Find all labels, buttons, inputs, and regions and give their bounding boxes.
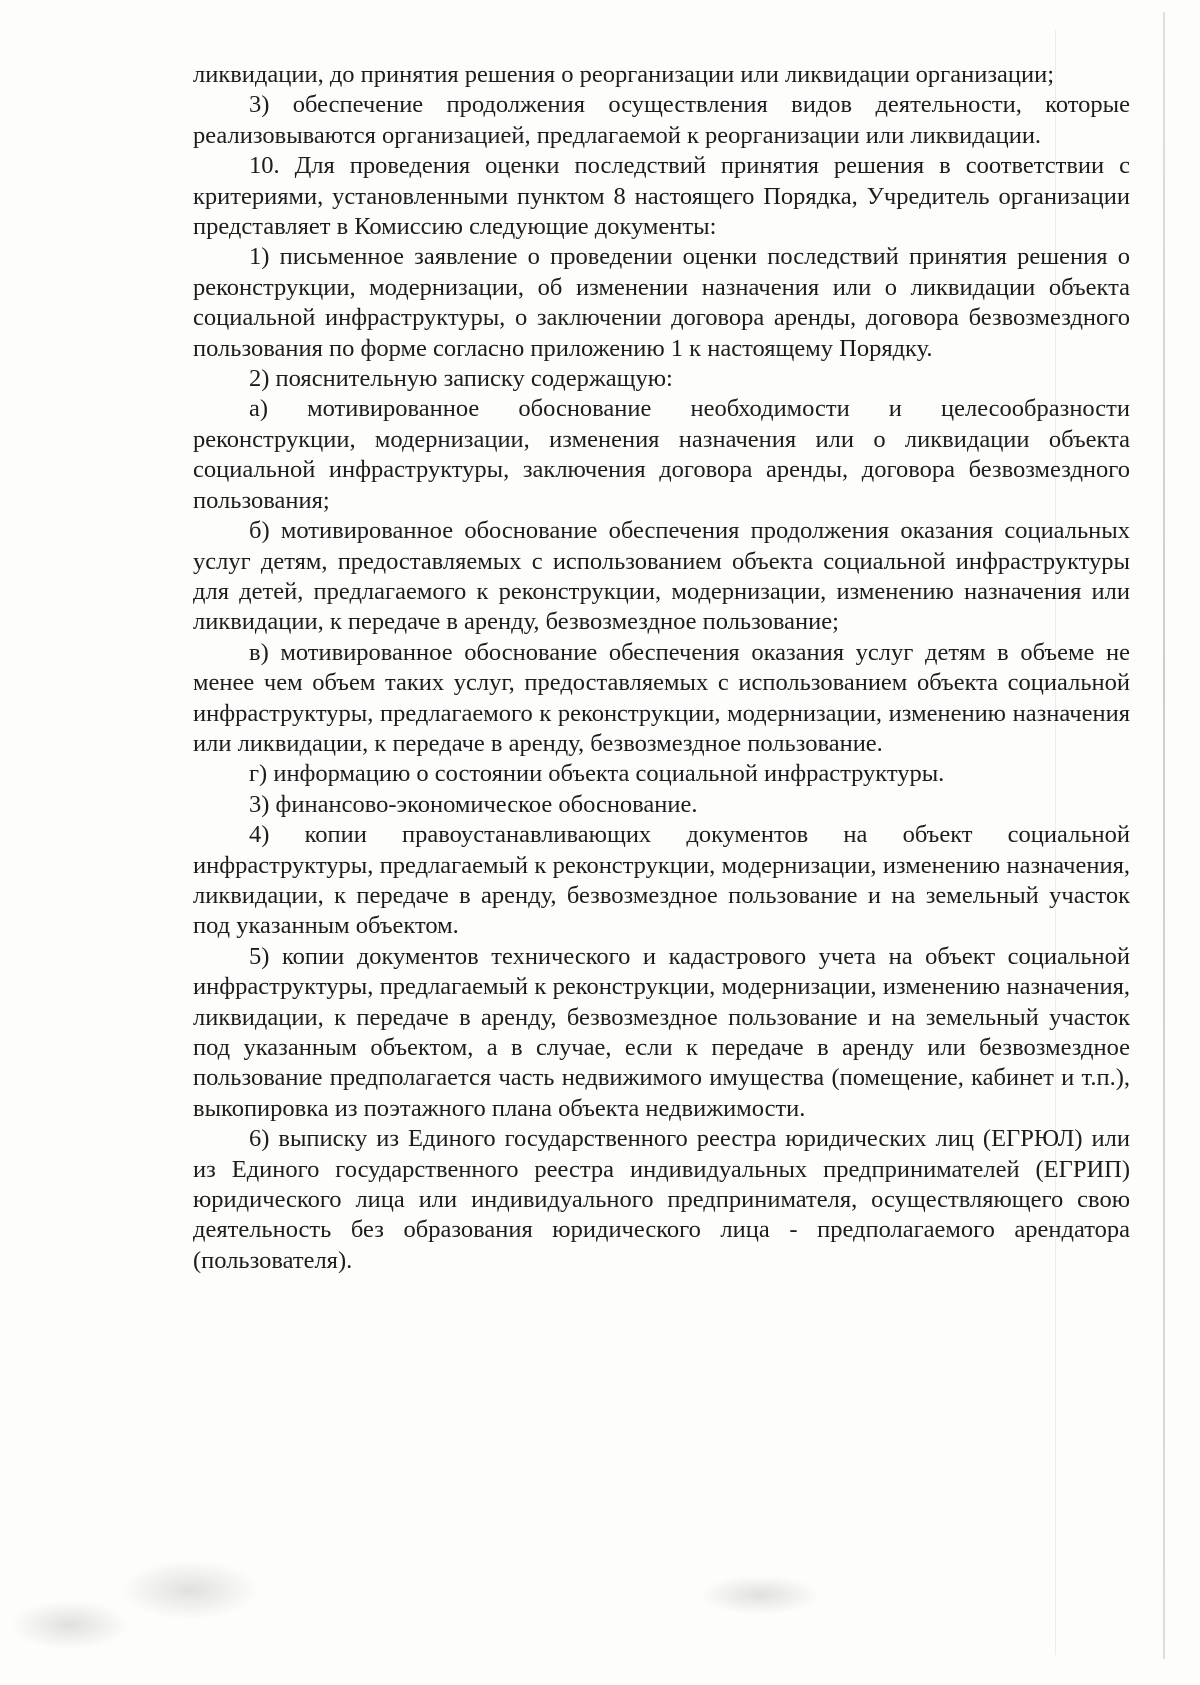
paragraph-item-5-cadastral-documents: 5) копии документов технического и кадастрового учета на объект социальной инфраструктуры, предлагаемый к реконструкции, модернизации, изменению назначения, ликвидации, к передаче в аренду, безвозмездное пользование и на земельный участок под указанным объектом, а в случае, если к передаче в аренду или безвозмездное пользование предполагается часть недвижимого имущества (помещение, кабинет и т.п.), выкопировка из поэтажного плана объекта недвижимости. [193,942,1130,1122]
scan-smudge [120,1560,260,1620]
scan-edge-line [1163,12,1165,1659]
paragraph-continuation: ликвидации, до принятия решения о реорганизации или ликвидации организации; [193,61,1055,88]
paragraph-item-6-registry-extract: 6) выписку из Единого государственного реестра юридических лиц (ЕГРЮЛ) или из Единого государственного реестра индивидуальных предпринимателей (ЕГРИП) юридического лица или индивидуального предпринимателя, осуществляющего свою деятельность без образования юридического лица - предполагаемого арендатора (пользователя). [193,1125,1130,1274]
paragraph-item-2-explanatory-note: 2) пояснительную записку содержащую: [249,365,673,393]
paragraph-subitem-a: а) мотивированное обоснование необходимости и целесообразности реконструкции, модернизации, изменения назначения или о ликвидации объекта социальной инфраструктуры, заключения договора аренды, договора безвозмездного пользования; [193,395,1130,514]
paragraph-section-10: 10. Для проведения оценки последствий принятия решения в соответствии с критериями, установленными пунктом 8 настоящего Порядка, Учредитель организации представляет в Комиссию следующие документы: [193,152,1130,241]
scan-smudge [10,1600,130,1650]
scan-smudge [700,1575,820,1615]
paragraph-item-4-title-documents: 4) копии правоустанавливающих документов на объект социальной инфраструктуры, предлагаемый к реконструкции, модернизации, изменению назначения, ликвидации, к передаче в аренду, безвозмездное пользование и на земельный участок под указанным объектом. [193,821,1130,940]
paragraph-item-3-continuity: 3) обеспечение продолжения осуществления видов деятельности, которые реализовываются организацией, предлагаемой к реорганизации или ликвидации. [193,91,1130,149]
paragraph-subitem-b: б) мотивированное обоснование обеспечения продолжения оказания социальных услуг детям, предоставляемых с использованием объекта социальной инфраструктуры для детей, предлагаемого к реконструкции, модернизации, изменению назначения или ликвидации, к передаче в аренду, безвозмездное пользование; [193,517,1130,636]
paragraph-subitem-v: в) мотивированное обоснование обеспечения оказания услуг детям в объеме не менее чем объем таких услуг, предоставляемых с использованием объекта социальной инфраструктуры, предлагаемого к реконструкции, модернизации, изменению назначения или ликвидации, к передаче в аренду, безвозмездное пользование. [193,638,1130,757]
paragraph-item-1-application: 1) письменное заявление о проведении оценки последствий принятия решения о реконструкции, модернизации, об изменении назначения или о ликвидации объекта социальной инфраструктуры, о заключении договора аренды, договора безвозмездного пользования по форме согласно приложению 1 к настоящему Порядку. [193,243,1130,362]
document-body [193,60,1130,1276]
paragraph-subitem-g: г) информацию о состоянии объекта социальной инфраструктуры. [249,760,945,788]
paragraph-item-3-financial: 3) финансово-экономическое обоснование. [249,790,698,818]
